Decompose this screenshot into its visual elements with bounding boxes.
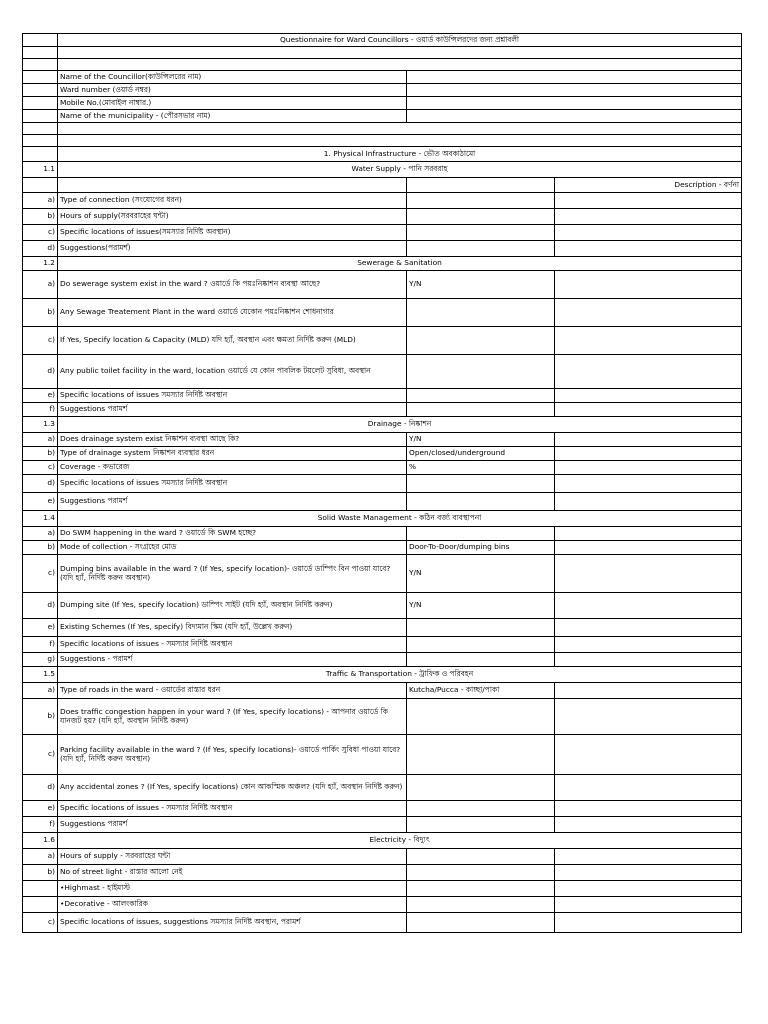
answer-option[interactable]: Y/N	[407, 271, 555, 299]
description-field[interactable]	[555, 653, 742, 667]
blank-row	[23, 135, 742, 147]
answer-option[interactable]	[407, 355, 555, 389]
question-row	[23, 327, 742, 355]
description-field[interactable]	[555, 865, 742, 881]
description-field[interactable]	[555, 241, 742, 257]
section-title-row	[23, 162, 742, 178]
question-text: Specific locations of issues - সমস্যার নির্দিষ্ট অবস্থান	[58, 637, 407, 653]
question-text: Suggestions পরামর্শ	[58, 493, 407, 511]
description-field[interactable]	[555, 735, 742, 775]
info-answer-field[interactable]	[407, 110, 742, 123]
question-text: Does drainage system exist নিষ্কাশন ব্যবস্থা আছে কি?	[58, 433, 407, 447]
questionnaire-table	[22, 33, 742, 933]
question-letter: d)	[23, 775, 58, 801]
question-row	[23, 433, 742, 447]
info-row-councillor-name	[23, 71, 742, 84]
info-answer-field[interactable]	[407, 71, 742, 84]
question-letter: c)	[23, 913, 58, 933]
answer-option[interactable]	[407, 619, 555, 637]
section-number: 1.3	[23, 417, 58, 433]
answer-option[interactable]	[407, 881, 555, 897]
question-row	[23, 637, 742, 653]
question-row	[23, 817, 742, 833]
question-letter: d)	[23, 241, 58, 257]
question-text: Specific locations of issues সমস্যার নির্দিষ্ট অবস্থান	[58, 389, 407, 403]
answer-option[interactable]	[407, 817, 555, 833]
question-row	[23, 913, 742, 933]
description-field[interactable]	[555, 913, 742, 933]
question-row	[23, 493, 742, 511]
question-text: Hours of supply(সরবরাহের ঘন্টা)	[58, 209, 407, 225]
question-text: Type of drainage system নিষ্কাশন ব্যবস্থার ধরন	[58, 447, 407, 461]
question-text: Existing Schemes (If Yes, specify) বিদ্যমান স্কিম (যদি হ্যাঁ, উল্লেখ করুন)	[58, 619, 407, 637]
section-title: Traffic & Transportation - ট্রাফিক ও পরিবহন	[58, 667, 742, 683]
section-number: 1.2	[23, 257, 58, 271]
question-row	[23, 527, 742, 541]
description-label: Description - বর্ণনা	[555, 178, 742, 193]
info-row-municipality	[23, 110, 742, 123]
answer-option[interactable]: %	[407, 461, 555, 475]
answer-option[interactable]: Y/N	[407, 593, 555, 619]
question-text: If Yes, Specify location & Capacity (MLD) যদি হ্যাঁ, অবস্থান এবং ক্ষমতা নির্দিষ্ট করুন (MLD)	[58, 327, 407, 355]
question-text: Any Sewage Treatement Plant in the ward ওয়ার্ডে যেকোন পয়ঃনিষ্কাশন শোধনাগার	[58, 299, 407, 327]
answer-option[interactable]	[407, 897, 555, 913]
question-row	[23, 475, 742, 493]
section-title-row	[23, 667, 742, 683]
description-field[interactable]	[555, 699, 742, 735]
question-row	[23, 897, 742, 913]
info-answer-field[interactable]	[407, 84, 742, 97]
question-text: Any public toilet facility in the ward, location ওয়ার্ডে যে কোন পাবলিক টয়লেট সুবিধা, অবস্থান	[58, 355, 407, 389]
question-letter: a)	[23, 271, 58, 299]
answer-option[interactable]	[407, 775, 555, 801]
question-letter: c)	[23, 555, 58, 593]
question-letter: b)	[23, 299, 58, 327]
question-row	[23, 403, 742, 417]
question-row	[23, 881, 742, 897]
question-letter: c)	[23, 225, 58, 241]
info-label: Name of the Councillor(কাউন্সিলরের নাম)	[58, 71, 407, 84]
question-row	[23, 775, 742, 801]
description-field[interactable]	[555, 637, 742, 653]
question-text: •Decorative - আলংকারিক	[58, 897, 407, 913]
section-title: Electricity - বিদ্যুৎ	[58, 833, 742, 849]
description-field[interactable]	[555, 593, 742, 619]
question-letter	[23, 881, 58, 897]
answer-option[interactable]	[407, 637, 555, 653]
description-field[interactable]	[555, 555, 742, 593]
description-field[interactable]	[555, 475, 742, 493]
question-row	[23, 593, 742, 619]
question-row	[23, 683, 742, 699]
question-row	[23, 801, 742, 817]
question-text: No of street light - রাস্তার আলো নেই	[58, 865, 407, 881]
question-text: Dumping site (If Yes, specify location) ডাম্পিং সাইট (যদি হ্যাঁ, অবস্থান নির্দিষ্ট করুন)	[58, 593, 407, 619]
section-number: 1.5	[23, 667, 58, 683]
info-row-mobile	[23, 97, 742, 110]
description-field[interactable]	[555, 683, 742, 699]
info-answer-field[interactable]	[407, 97, 742, 110]
question-text: Do SWM happening in the ward ? ওয়ার্ডে কি SWM হচ্ছে?	[58, 527, 407, 541]
info-row-ward-number	[23, 84, 742, 97]
description-field[interactable]	[555, 541, 742, 555]
answer-option[interactable]	[407, 849, 555, 865]
description-field[interactable]	[555, 775, 742, 801]
description-field[interactable]	[555, 299, 742, 327]
question-text: Mode of collection - সংগ্রহের মোড	[58, 541, 407, 555]
info-label: Name of the municipality - (পৌরসভার নাম)	[58, 110, 407, 123]
section-title: Solid Waste Management - কঠিন বর্জ্য ব্যবস্থাপনা	[58, 511, 742, 527]
answer-option[interactable]: Open/closed/underground	[407, 447, 555, 461]
answer-option[interactable]	[407, 475, 555, 493]
question-text: Type of roads in the ward - ওয়ার্ডের রাস্তার ধরন	[58, 683, 407, 699]
answer-option[interactable]	[407, 735, 555, 775]
question-row	[23, 555, 742, 593]
question-letter: f)	[23, 403, 58, 417]
question-letter: b)	[23, 699, 58, 735]
answer-option[interactable]	[407, 493, 555, 511]
section-number: 1.1	[23, 162, 58, 178]
question-text: Specific locations of issues - সমস্যার নির্দিষ্ট অবস্থান	[58, 801, 407, 817]
description-field[interactable]	[555, 801, 742, 817]
answer-option[interactable]	[407, 193, 555, 209]
description-field[interactable]	[555, 225, 742, 241]
blank-row	[23, 47, 742, 59]
description-field[interactable]	[555, 403, 742, 417]
description-field[interactable]	[555, 817, 742, 833]
answer-option[interactable]: Y/N	[407, 555, 555, 593]
answer-option[interactable]	[407, 299, 555, 327]
description-header-row	[23, 178, 742, 193]
question-letter: b)	[23, 541, 58, 555]
question-row	[23, 225, 742, 241]
question-row	[23, 541, 742, 555]
question-text: •Highmast - হাইমাস্ট	[58, 881, 407, 897]
question-text: Any accidental zones ? (If Yes, specify locations) কোন আকস্মিক অঞ্চল? (যদি হ্যাঁ, অবস্থান নির্দিষ্ট করুন)	[58, 775, 407, 801]
question-letter: c)	[23, 461, 58, 475]
answer-option[interactable]	[407, 241, 555, 257]
answer-option[interactable]	[407, 327, 555, 355]
answer-option[interactable]: Kutcha/Pucca - কাচ্ছা/পাকা	[407, 683, 555, 699]
question-row	[23, 699, 742, 735]
answer-option[interactable]	[407, 403, 555, 417]
section-number: 1.6	[23, 833, 58, 849]
section-title: Sewerage & Sanitation	[58, 257, 742, 271]
description-field[interactable]	[555, 897, 742, 913]
question-text: Suggestions পরামর্শ	[58, 403, 407, 417]
section-number: 1.4	[23, 511, 58, 527]
answer-option[interactable]	[407, 527, 555, 541]
question-row	[23, 389, 742, 403]
question-row	[23, 241, 742, 257]
description-field[interactable]	[555, 193, 742, 209]
answer-option[interactable]	[407, 653, 555, 667]
question-text: Type of connection (সংযোগের ধরন)	[58, 193, 407, 209]
question-letter: e)	[23, 389, 58, 403]
description-field[interactable]	[555, 389, 742, 403]
blank-row	[23, 59, 742, 71]
description-field[interactable]	[555, 327, 742, 355]
question-row	[23, 355, 742, 389]
question-letter: d)	[23, 355, 58, 389]
answer-option[interactable]: Y/N	[407, 433, 555, 447]
description-field[interactable]	[555, 849, 742, 865]
question-row	[23, 447, 742, 461]
question-text: Suggestions - পরামর্শ	[58, 653, 407, 667]
question-row	[23, 849, 742, 865]
question-text: Does traffic congestion happen in your ward ? (If Yes, specify locations) - আপনার ওয়ার্ডে কি যানজট হয়? (যদি হ্যাঁ, অবস্থান নির্দিষ্ট করুন)	[58, 699, 407, 735]
description-field[interactable]	[555, 271, 742, 299]
question-letter: f)	[23, 817, 58, 833]
question-text: Do sewerage system exist in the ward ? ওয়ার্ডে কি পয়ঃনিষ্কাশন ব্যবস্থা আছে?	[58, 271, 407, 299]
title-row	[23, 34, 742, 47]
question-letter: g)	[23, 653, 58, 667]
question-letter: c)	[23, 327, 58, 355]
description-field[interactable]	[555, 527, 742, 541]
questionnaire-body	[23, 34, 742, 933]
question-text: Parking facility available in the ward ? (If Yes, specify locations)- ওয়ার্ডে পার্কিং সুবিধা পাওয়া যাবে? (যদি হ্যাঁ, নির্দিষ্ট করুন অবস্থান)	[58, 735, 407, 775]
description-field[interactable]	[555, 619, 742, 637]
question-letter: e)	[23, 493, 58, 511]
question-row	[23, 461, 742, 475]
question-letter: d)	[23, 475, 58, 493]
question-letter: f)	[23, 637, 58, 653]
answer-option[interactable]: Door-To-Door/dumping bins	[407, 541, 555, 555]
answer-option[interactable]	[407, 225, 555, 241]
answer-option[interactable]	[407, 699, 555, 735]
question-text: Specific locations of issues(সমস্যার নির্দিষ্ট অবস্থান)	[58, 225, 407, 241]
question-letter: b)	[23, 209, 58, 225]
info-label: Mobile No.(মোবাইল নাম্বার.)	[58, 97, 407, 110]
document-title: Questionnaire for Ward Councillors - ওয়ার্ড কাউন্সিলরদের জন্য প্রশ্নাবলী	[58, 34, 742, 47]
question-text: Suggestions(পরামর্শ)	[58, 241, 407, 257]
answer-option[interactable]	[407, 801, 555, 817]
question-row	[23, 193, 742, 209]
info-label: Ward number (ওয়ার্ড নম্বর)	[58, 84, 407, 97]
section-title: Water Supply - পানি সরবরাহ	[58, 162, 742, 178]
question-letter: a)	[23, 683, 58, 699]
question-letter: b)	[23, 865, 58, 881]
blank-row	[23, 123, 742, 135]
section-title-row	[23, 511, 742, 527]
question-letter	[23, 897, 58, 913]
question-text: Dumping bins available in the ward ? (If Yes, specify location)- ওয়ার্ডে ডাম্পিং বিন পাওয়া যাবে? (যদি হ্যাঁ, নির্দিষ্ট করুন অবস্থান)	[58, 555, 407, 593]
question-text: Suggestions পরামর্শ	[58, 817, 407, 833]
question-row	[23, 653, 742, 667]
description-field[interactable]	[555, 433, 742, 447]
answer-option[interactable]	[407, 389, 555, 403]
question-row	[23, 865, 742, 881]
section-title-row	[23, 417, 742, 433]
section-heading-row	[23, 147, 742, 162]
section-title-row	[23, 833, 742, 849]
description-field[interactable]	[555, 355, 742, 389]
question-row	[23, 209, 742, 225]
description-field[interactable]	[555, 447, 742, 461]
question-row	[23, 619, 742, 637]
question-letter: c)	[23, 735, 58, 775]
question-letter: a)	[23, 193, 58, 209]
question-letter: a)	[23, 527, 58, 541]
answer-option[interactable]	[407, 209, 555, 225]
question-row	[23, 735, 742, 775]
section-title: Drainage - নিষ্কাশন	[58, 417, 742, 433]
question-row	[23, 299, 742, 327]
question-text: Hours of supply - সরবরাহের ঘন্টা	[58, 849, 407, 865]
description-field[interactable]	[555, 881, 742, 897]
description-field[interactable]	[555, 461, 742, 475]
question-row	[23, 271, 742, 299]
section-title-row	[23, 257, 742, 271]
description-field[interactable]	[555, 209, 742, 225]
answer-option[interactable]	[407, 913, 555, 933]
question-letter: a)	[23, 849, 58, 865]
section-heading: 1. Physical Infrastructure - ভৌত অবকাঠামো	[58, 147, 742, 162]
question-text: Specific locations of issues সমস্যার নির্দিষ্ট অবস্থান	[58, 475, 407, 493]
question-letter: e)	[23, 619, 58, 637]
question-text: Coverage - কভারেজ	[58, 461, 407, 475]
question-letter: a)	[23, 433, 58, 447]
question-text: Specific locations of issues, suggestions সমস্যার নির্দিষ্ট অবস্থান, পরামর্শ	[58, 913, 407, 933]
question-letter: e)	[23, 801, 58, 817]
description-field[interactable]	[555, 493, 742, 511]
question-letter: b)	[23, 447, 58, 461]
answer-option[interactable]	[407, 865, 555, 881]
question-letter: d)	[23, 593, 58, 619]
